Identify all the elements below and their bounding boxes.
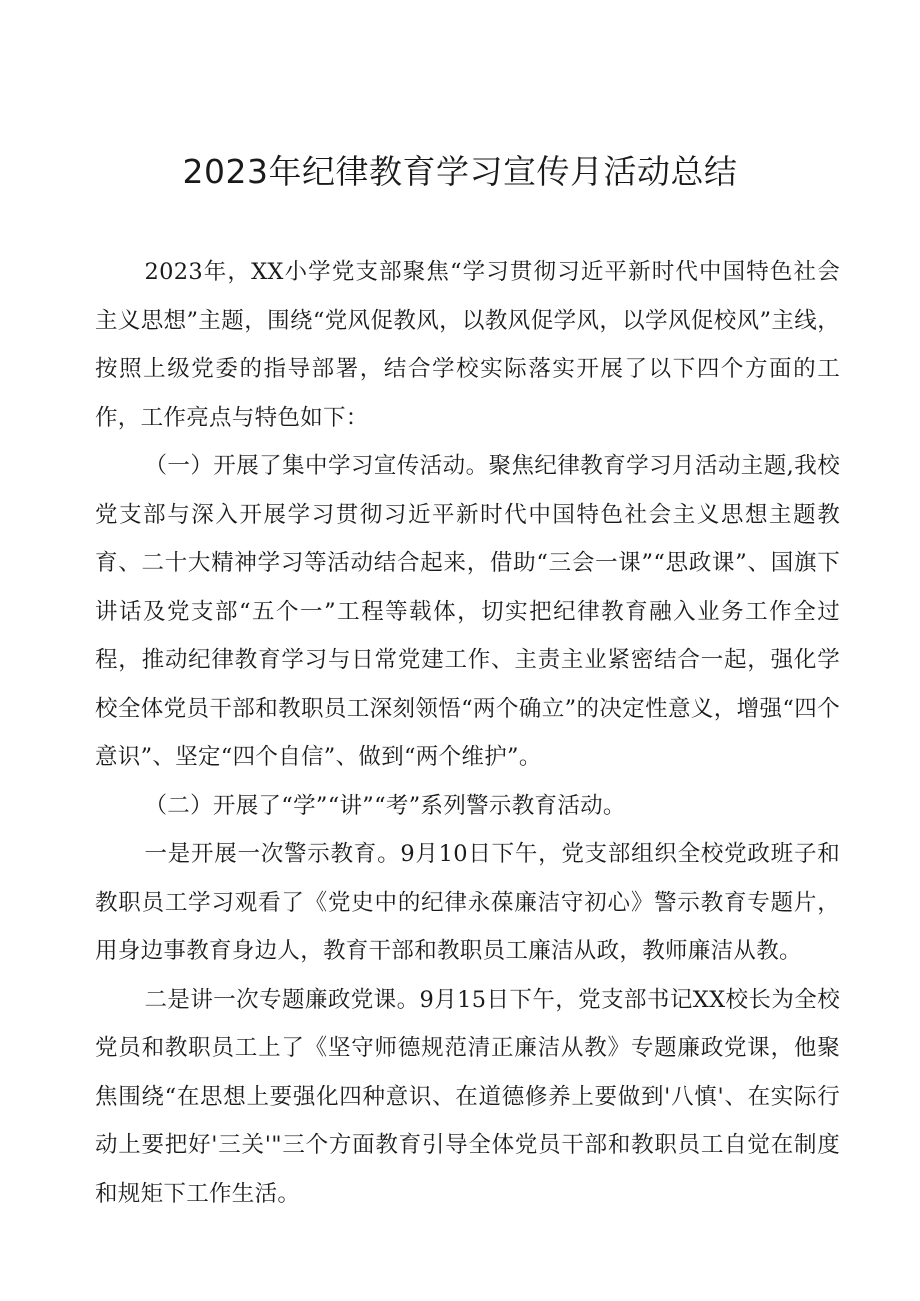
paragraph-warning-education: 一是开展一次警示教育。9月10日下午，党支部组织全校党政班子和教职员工学习观看了《党史中的纪律永葆廉洁守初心》警示教育专题片，用身边事教育身边人，教育干部和教职员工廉洁从政，教师廉洁从教。 (95, 841, 840, 964)
paragraph-integrity-lecture: 二是讲一次专题廉政党课。9月15日下午，党支部书记XX校长为全校党员和教职员工上了《坚守师德规范清正廉洁从教》专题廉政党课，他聚焦围绕“在思想上要强化四种意识、在道德修养上要做到'八慎'、在实际行动上要把好'三关'"三个方面教育引导全体党员干部和教职员工自觉在制度和规矩下工作生活。 (95, 986, 840, 1207)
document-body (95, 248, 840, 1218)
paragraph-section-one: （一）开展了集中学习宣传活动。聚焦纪律教育学习月活动主题,我校党支部与深入开展学习贯彻习近平新时代中国特色社会主义思想主题教育、二十大精神学习等活动结合起来，借助“三会一课”“思政课”、国旗下讲话及党支部“五个一”工程等载体，切实把纪律教育融入业务工作全过程，推动纪律教育学习与日常党建工作、主责主业紧密结合一起，强化学校全体党员干部和教职员工深刻领悟“两个确立”的决定性意义，增强“四个意识”、坚定“四个自信”、做到“两个维护”。 (95, 453, 840, 770)
document-title: 2023年纪律教育学习宣传月活动总结 (182, 152, 738, 191)
paragraph-section-two: （二）开展了“学”“讲”“考”系列警示教育活动。 (144, 792, 626, 819)
paragraph-intro: 2023年，XX小学党支部聚焦“学习贯彻习近平新时代中国特色社会主义思想”主题，围绕“党风促教风，以教风促学风，以学风促校风”主线，按照上级党委的指导部署，结合学校实际落实开展了以下四个方面的工作，工作亮点与特色如下： (95, 259, 840, 431)
